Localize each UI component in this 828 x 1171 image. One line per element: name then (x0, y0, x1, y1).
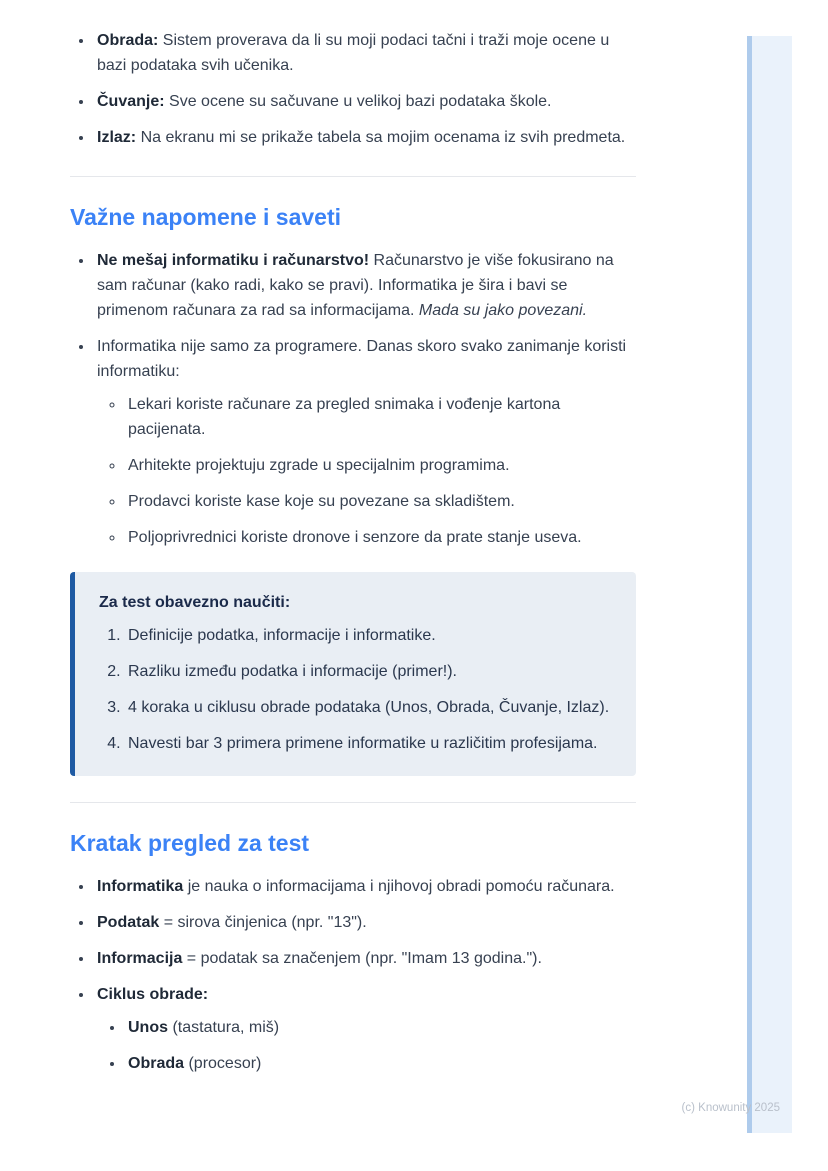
list-item-lead: Obrada (128, 1055, 185, 1072)
professions-sublist (97, 392, 636, 550)
section-title-review: Kratak pregled za test (70, 830, 310, 856)
list-item (125, 453, 636, 478)
notes-list (70, 248, 636, 550)
list-item (125, 1015, 636, 1040)
list-item: 4. Navesti bar 3 primera primene informatike u različitim profesijama. (125, 731, 612, 756)
list-item (125, 1051, 636, 1076)
list-item (94, 946, 636, 971)
section-divider (70, 802, 636, 803)
callout-title: Za test obavezno naučiti: (99, 594, 291, 611)
list-item-lead: Podatak (97, 914, 160, 931)
list-item: 1. Definicije podatka, informacije i informatike. (125, 623, 612, 648)
list-item (94, 28, 636, 78)
list-item-text: (tastatura, miš) (168, 1019, 280, 1036)
list-item (94, 874, 636, 899)
section-divider (70, 176, 636, 177)
list-item (94, 910, 636, 935)
list-item-text: (procesor) (184, 1055, 262, 1072)
list-item (125, 525, 636, 550)
list-item: 3. 4 koraka u ciklusu obrade podataka (Unos, Obrada, Čuvanje, Izlaz). (125, 695, 612, 720)
callout-numbered-list (99, 623, 612, 756)
review-list (70, 874, 636, 1076)
list-item-text: Sve ocene su sačuvane u velikoj bazi podataka škole. (164, 93, 552, 110)
list-item-text: Poljoprivrednici koriste dronove i senzore da prate stanje useva. (128, 529, 582, 546)
list-item-lead: Izlaz: (97, 129, 137, 146)
list-item-text: Sistem proverava da li su moji podaci tačni i traži moje ocene u bazi podataka svih učenika. (97, 32, 610, 74)
list-item (94, 89, 636, 114)
next-page-edge (747, 36, 792, 1133)
list-item-lead: Obrada: (97, 32, 159, 49)
list-item-text: = sirova činjenica (npr. "13"). (159, 914, 367, 931)
list-item (94, 248, 636, 323)
list-item-text: Računarstvo je više fokusirano na sam računar (kako radi, kako se pravi). Informatika je šira i bavi se primenom računara za rad sa informacijama. (97, 252, 614, 319)
list-item-text: Lekari koriste računare za pregled snimaka i vođenje kartona pacijenata. (128, 396, 561, 438)
list-item-lead: Unos (128, 1019, 168, 1036)
list-item-text: je nauka o informacijama i njihovoj obradi pomoću računara. (183, 878, 615, 895)
list-item-text: Na ekranu mi se prikaže tabela sa mojim ocenama iz svih predmeta. (136, 129, 626, 146)
cycle-sublist (97, 1015, 636, 1076)
list-item-lead: Informacija (97, 950, 183, 967)
list-item-lead: Ciklus obrade: (97, 986, 209, 1003)
list-item (125, 489, 636, 514)
list-item-lead: Informatika (97, 878, 184, 895)
copyright-text: (c) Knowunity 2025 (681, 1102, 780, 1114)
list-item (94, 334, 636, 550)
list-item (94, 125, 636, 150)
section-title-notes: Važne napomene i saveti (70, 204, 342, 230)
list-item-text: Informatika nije samo za programere. Danas skoro svako zanimanje koristi informatiku: (97, 338, 627, 380)
list-item-text: = podatak sa značenjem (npr. "Imam 13 godina."). (182, 950, 542, 967)
list-item-lead: Čuvanje: (97, 93, 165, 110)
list-item (94, 982, 636, 1076)
list-item-text: Prodavci koriste kase koje su povezane sa skladištem. (128, 493, 515, 510)
list-item-lead: Ne mešaj informatiku i računarstvo! (97, 252, 370, 269)
list-item-italic: Mada su jako povezani. (418, 302, 588, 319)
document-content (70, 0, 636, 1076)
list-item: 2. Razliku između podatka i informacije (primer!). (125, 659, 612, 684)
list-item-text: Arhitekte projektuju zgrade u specijalnim programima. (128, 457, 510, 474)
list-item (125, 392, 636, 442)
test-callout-box (70, 572, 636, 776)
data-cycle-list (70, 28, 636, 150)
